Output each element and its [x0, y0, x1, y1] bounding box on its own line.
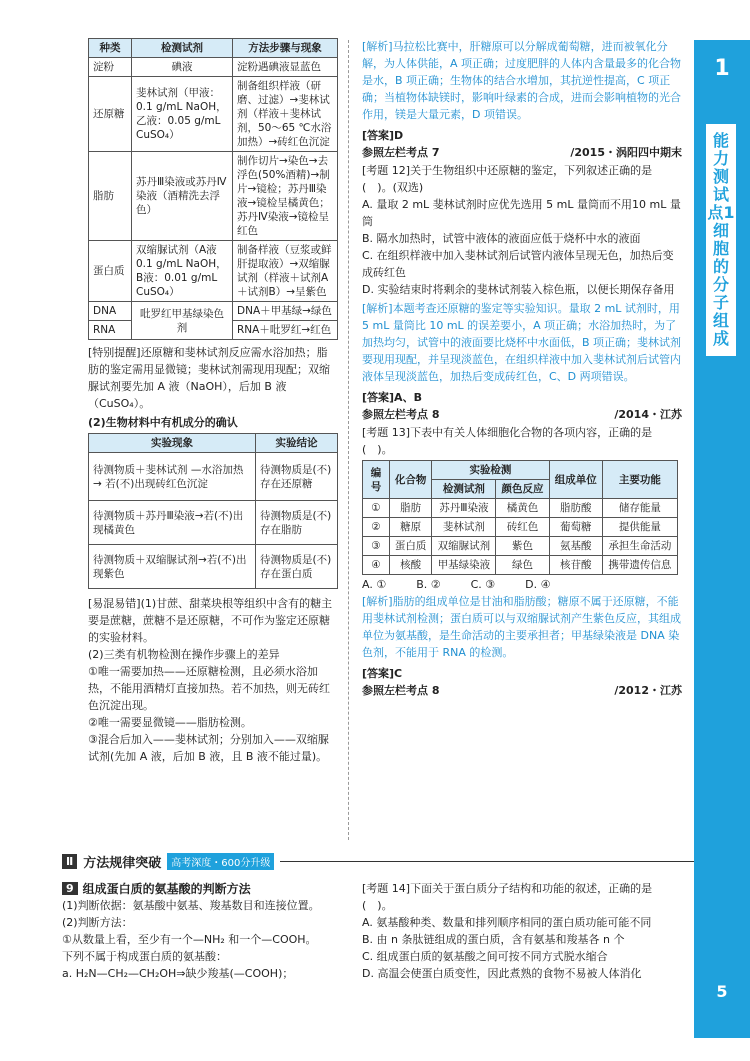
- header-kind: 种类: [89, 39, 132, 58]
- section-rule: [280, 861, 694, 862]
- cell: ④: [363, 556, 390, 575]
- table-row: [89, 152, 338, 241]
- ref-line-7: [362, 144, 682, 160]
- ref-label: 参照左栏考点 7: [362, 146, 440, 159]
- header: 颜色反应: [496, 480, 549, 499]
- header: 编号: [363, 461, 390, 499]
- section-title: 方法规律突破: [83, 855, 162, 871]
- section-roman: Ⅱ: [62, 854, 77, 869]
- compound-table: [362, 460, 678, 575]
- text-line: [易混易错](1)甘蔗、甜菜块根等组织中含有的糖主要是蔗糖，蔗糖不是还原糖，不可作为鉴定还原糖的实验材料。: [88, 597, 333, 644]
- text-line: ①唯一需要加热——还原糖检测，且必须水浴加热，不能用酒精灯直接加热。若不加热，则无砖红色沉淀出现。: [88, 665, 330, 712]
- right-column: [362, 38, 682, 698]
- table-row: [89, 302, 338, 321]
- special-tip: [特别提醒]还原糖和斐林试剂反应需水浴加热；脂肪的鉴定需用显微镜；斐林试剂需现用现配；双缩脲试剂要先加 A 液（NaOH），后加 B 液（CuSO₄）。: [88, 346, 330, 410]
- point-title: 组成蛋白质的氨基酸的判断方法: [82, 882, 251, 896]
- option: C. 在组织样液中加入斐林试剂后试管内液体呈现无色，加热后变成砖红色: [362, 249, 674, 279]
- point-9-heading: [62, 880, 342, 897]
- option: D. 高温会使蛋白质变性，因此煮熟的食物不易被人体消化: [362, 967, 642, 980]
- text-line: ①从数量上看，至少有一个—NH₂ 和一个—COOH。: [62, 933, 317, 946]
- ref-source: /2015・涡阳四中期末: [570, 146, 682, 159]
- cell: 氨基酸: [549, 537, 602, 556]
- header-reagent: 检测试剂: [132, 39, 233, 58]
- text-line: (2)判断方法：: [62, 916, 133, 929]
- cell: 制备组织样液（研磨、过滤）→斐林试剂（样液＋斐林试剂，50～65 ℃水浴加热）→砖红色沉淀: [233, 77, 338, 152]
- cell: ②: [363, 518, 390, 537]
- header-conclusion: 实验结论: [256, 434, 338, 453]
- text-line: ③混合后加入——斐林试剂；分别加入——双缩脲试剂(先加 A 液，后加 B 液，且 B 液不能过量)。: [88, 733, 329, 763]
- table-row: [89, 77, 338, 152]
- option: D. ④: [525, 578, 551, 591]
- cell: 甲基绿染液: [432, 556, 496, 575]
- cell: 蛋白质: [89, 241, 132, 302]
- cell: 携带遗传信息: [602, 556, 677, 575]
- cell: 砖红色: [496, 518, 549, 537]
- ref-source: /2014・江苏: [614, 408, 682, 421]
- ref-line-8a: [362, 406, 682, 422]
- cell: 蛋白质: [390, 537, 432, 556]
- option: B. 隔水加热时，试管中液体的液面应低于烧杯中水的液面: [362, 232, 641, 245]
- answer-13: [答案]C: [362, 667, 403, 680]
- cell: 淀粉遇碘液显蓝色: [233, 58, 338, 77]
- ref-source: /2012・江苏: [614, 684, 682, 697]
- section-header: [62, 851, 694, 871]
- text-line: (2)三类有机物检测在操作步骤上的差异: [88, 648, 280, 661]
- cell: 紫色: [496, 537, 549, 556]
- header: 化合物: [390, 461, 432, 499]
- cell: 葡萄糖: [549, 518, 602, 537]
- analysis-13: [解析]脂肪的组成单位是甘油和脂肪酸；糖原不属于还原糖，不能用斐林试剂检测；蛋白质可以与双缩脲试剂产生紫色反应，其组成单位为氨基酸，是生命活动的主要承担者；甲基绿染液是 DNA 染色剂，不能用于 RNA 的检测。: [362, 595, 681, 659]
- question-13-stem: [考题 13]下表中有关人体细胞化合物的各项内容，正确的是( )。: [362, 426, 653, 456]
- left-column: [88, 38, 338, 765]
- page-number: 5: [694, 972, 750, 1012]
- cell: 待测物质是(不)存在还原糖: [256, 453, 338, 501]
- question-14-stem: [考题 14]下面关于蛋白质分子结构和功能的叙述，正确的是( )。: [362, 882, 653, 912]
- answer-11: [答案]D: [362, 129, 404, 142]
- cell: 脂肪: [89, 152, 132, 241]
- cell: 斐林试剂（甲液：0.1 g/mL NaOH，乙液：0.05 g/mL CuSO₄）: [132, 77, 233, 152]
- chapter-number: 1: [694, 40, 750, 98]
- option: A. 量取 2 mL 斐林试剂时应优先选用 5 mL 量筒而不用10 mL 量筒: [362, 198, 681, 228]
- cell: 待测物质＋斐林试剂 —水浴加热→ 若(不)出现砖红色沉淀: [89, 453, 256, 501]
- cell: 斐林试剂: [432, 518, 496, 537]
- header-phenomenon: 实验现象: [89, 434, 256, 453]
- cell: DNA: [89, 302, 132, 321]
- option: B. ②: [416, 578, 441, 591]
- cell: 脂肪酸: [549, 499, 602, 518]
- cell: 碘液: [132, 58, 233, 77]
- cell: 还原糖: [89, 77, 132, 152]
- table-row: [363, 499, 678, 518]
- cell: 吡罗红甲基绿染色剂: [132, 302, 233, 340]
- option: C. ③: [470, 578, 496, 591]
- point-number: 9: [62, 882, 78, 895]
- cell: RNA＋吡罗红→红色: [233, 321, 338, 340]
- table-row: [89, 241, 338, 302]
- table-row: [363, 537, 678, 556]
- header: 检测试剂: [432, 480, 496, 499]
- question-12-stem: [考题 12]关于生物组织中还原糖的鉴定，下列叙述正确的是( )。(双选): [362, 164, 653, 194]
- cell: 核酸: [390, 556, 432, 575]
- reagent-table: [88, 38, 338, 340]
- easy-mistake-box: [88, 595, 338, 765]
- cell: 承担生命活动: [602, 537, 677, 556]
- q13-options: [362, 578, 682, 591]
- cell: 绿色: [496, 556, 549, 575]
- cell: ①: [363, 499, 390, 518]
- chapter-title: 能力测试点1 细胞的分子组成: [706, 124, 736, 356]
- table-row: [89, 501, 338, 545]
- cell: 制作切片→染色→去浮色(50%酒精)→制片→镜检；苏丹Ⅲ染液→镜检呈橘黄色；苏丹Ⅳ染液→镜检呈红色: [233, 152, 338, 241]
- confirm-table: [88, 433, 338, 589]
- cell: ③: [363, 537, 390, 556]
- cell: 提供能量: [602, 518, 677, 537]
- cell: 双缩脲试剂（A液0.1 g/mL NaOH，B液：0.01 g/mL CuSO₄）: [132, 241, 233, 302]
- ref-label: 参照左栏考点 8: [362, 684, 440, 697]
- header: 组成单位: [549, 461, 602, 499]
- table-row: [89, 58, 338, 77]
- section-badge: 高考深度・600分升级: [167, 853, 274, 870]
- ref-label: 参照左栏考点 8: [362, 408, 440, 421]
- option: C. 组成蛋白质的氨基酸之间可按不同方式脱水缩合: [362, 950, 608, 963]
- analysis-12: [解析]本题考查还原糖的鉴定等实验知识。量取 2 mL 试剂时，用 5 mL 量筒比 10 mL 的误差要小，A 项正确；水浴加热时，为了加热均匀，试管中的液面要比烧杯中水面低，B 项正确；斐林试剂要现用现配，并呈现淡蓝色，在组织样液中加入斐林试剂后试管内液体呈现淡蓝色，加热后变成砖红色，C、D 两项错误。: [362, 302, 682, 383]
- text-line: (1)判断依据：氨基酸中氨基、羧基数目和连接位置。: [62, 899, 320, 912]
- ref-line-8b: [362, 682, 682, 698]
- cell: 脂肪: [390, 499, 432, 518]
- column-divider: [348, 40, 349, 840]
- header-method: 方法步骤与现象: [233, 39, 338, 58]
- text-line: 下列不属于构成蛋白质的氨基酸：: [62, 950, 227, 963]
- point-9: [62, 880, 342, 982]
- question-14: [362, 880, 682, 982]
- header: 实验检测: [432, 461, 549, 480]
- cell: 核苷酸: [549, 556, 602, 575]
- text-line: ②唯一需要显微镜——脂肪检测。: [88, 716, 252, 729]
- table-row: [363, 518, 678, 537]
- cell: 糖原: [390, 518, 432, 537]
- cell: 待测物质是(不)存在脂肪: [256, 501, 338, 545]
- cell: RNA: [89, 321, 132, 340]
- header: 主要功能: [602, 461, 677, 499]
- cell: 淀粉: [89, 58, 132, 77]
- option: B. 由 n 条肽链组成的蛋白质，含有氨基和羧基各 n 个: [362, 933, 625, 946]
- cell: 苏丹Ⅲ染液: [432, 499, 496, 518]
- table-row: [89, 545, 338, 589]
- option: A. 氨基酸种类、数量和排列顺序相同的蛋白质功能可能不同: [362, 916, 652, 929]
- option: D. 实验结束时将剩余的斐林试剂装入棕色瓶，以便长期保存备用: [362, 283, 675, 296]
- cell: 橘黄色: [496, 499, 549, 518]
- analysis-11: [解析]马拉松比赛中，肝糖原可以分解成葡萄糖，进而被氧化分解，为人体供能，A 项正确；过度肥胖的人体内含量最多的化合物是水，B 项正确；生物体的结合水增加，其抗逆性提高，C 项正确；当植物体缺镁时，影响叶绿素的合成，进而会影响植物的光合作用，镁是大量元素，D 项错误。: [362, 40, 682, 121]
- cell: 待测物质＋苏丹Ⅲ染液→若(不)出现橘黄色: [89, 501, 256, 545]
- option: A. ①: [362, 578, 387, 591]
- cell: 待测物质＋双缩脲试剂→若(不)出现紫色: [89, 545, 256, 589]
- table-row: [363, 556, 678, 575]
- cell: DNA＋甲基绿→绿色: [233, 302, 338, 321]
- text-line: a. H₂N—CH₂—CH₂OH⇒缺少羧基(—COOH)；: [62, 967, 294, 980]
- cell: 储存能量: [602, 499, 677, 518]
- table-row: [89, 453, 338, 501]
- subheading-2: (2)生物材料中有机成分的确认: [88, 416, 238, 429]
- cell: 苏丹Ⅲ染液或苏丹Ⅳ染液（酒精洗去浮色）: [132, 152, 233, 241]
- answer-12: [答案]A、B: [362, 391, 422, 404]
- cell: 制备样液（豆浆或鲜肝提取液）→双缩脲试剂（样液＋试剂A＋试剂B）→呈紫色: [233, 241, 338, 302]
- cell: 双缩脲试剂: [432, 537, 496, 556]
- cell: 待测物质是(不)存在蛋白质: [256, 545, 338, 589]
